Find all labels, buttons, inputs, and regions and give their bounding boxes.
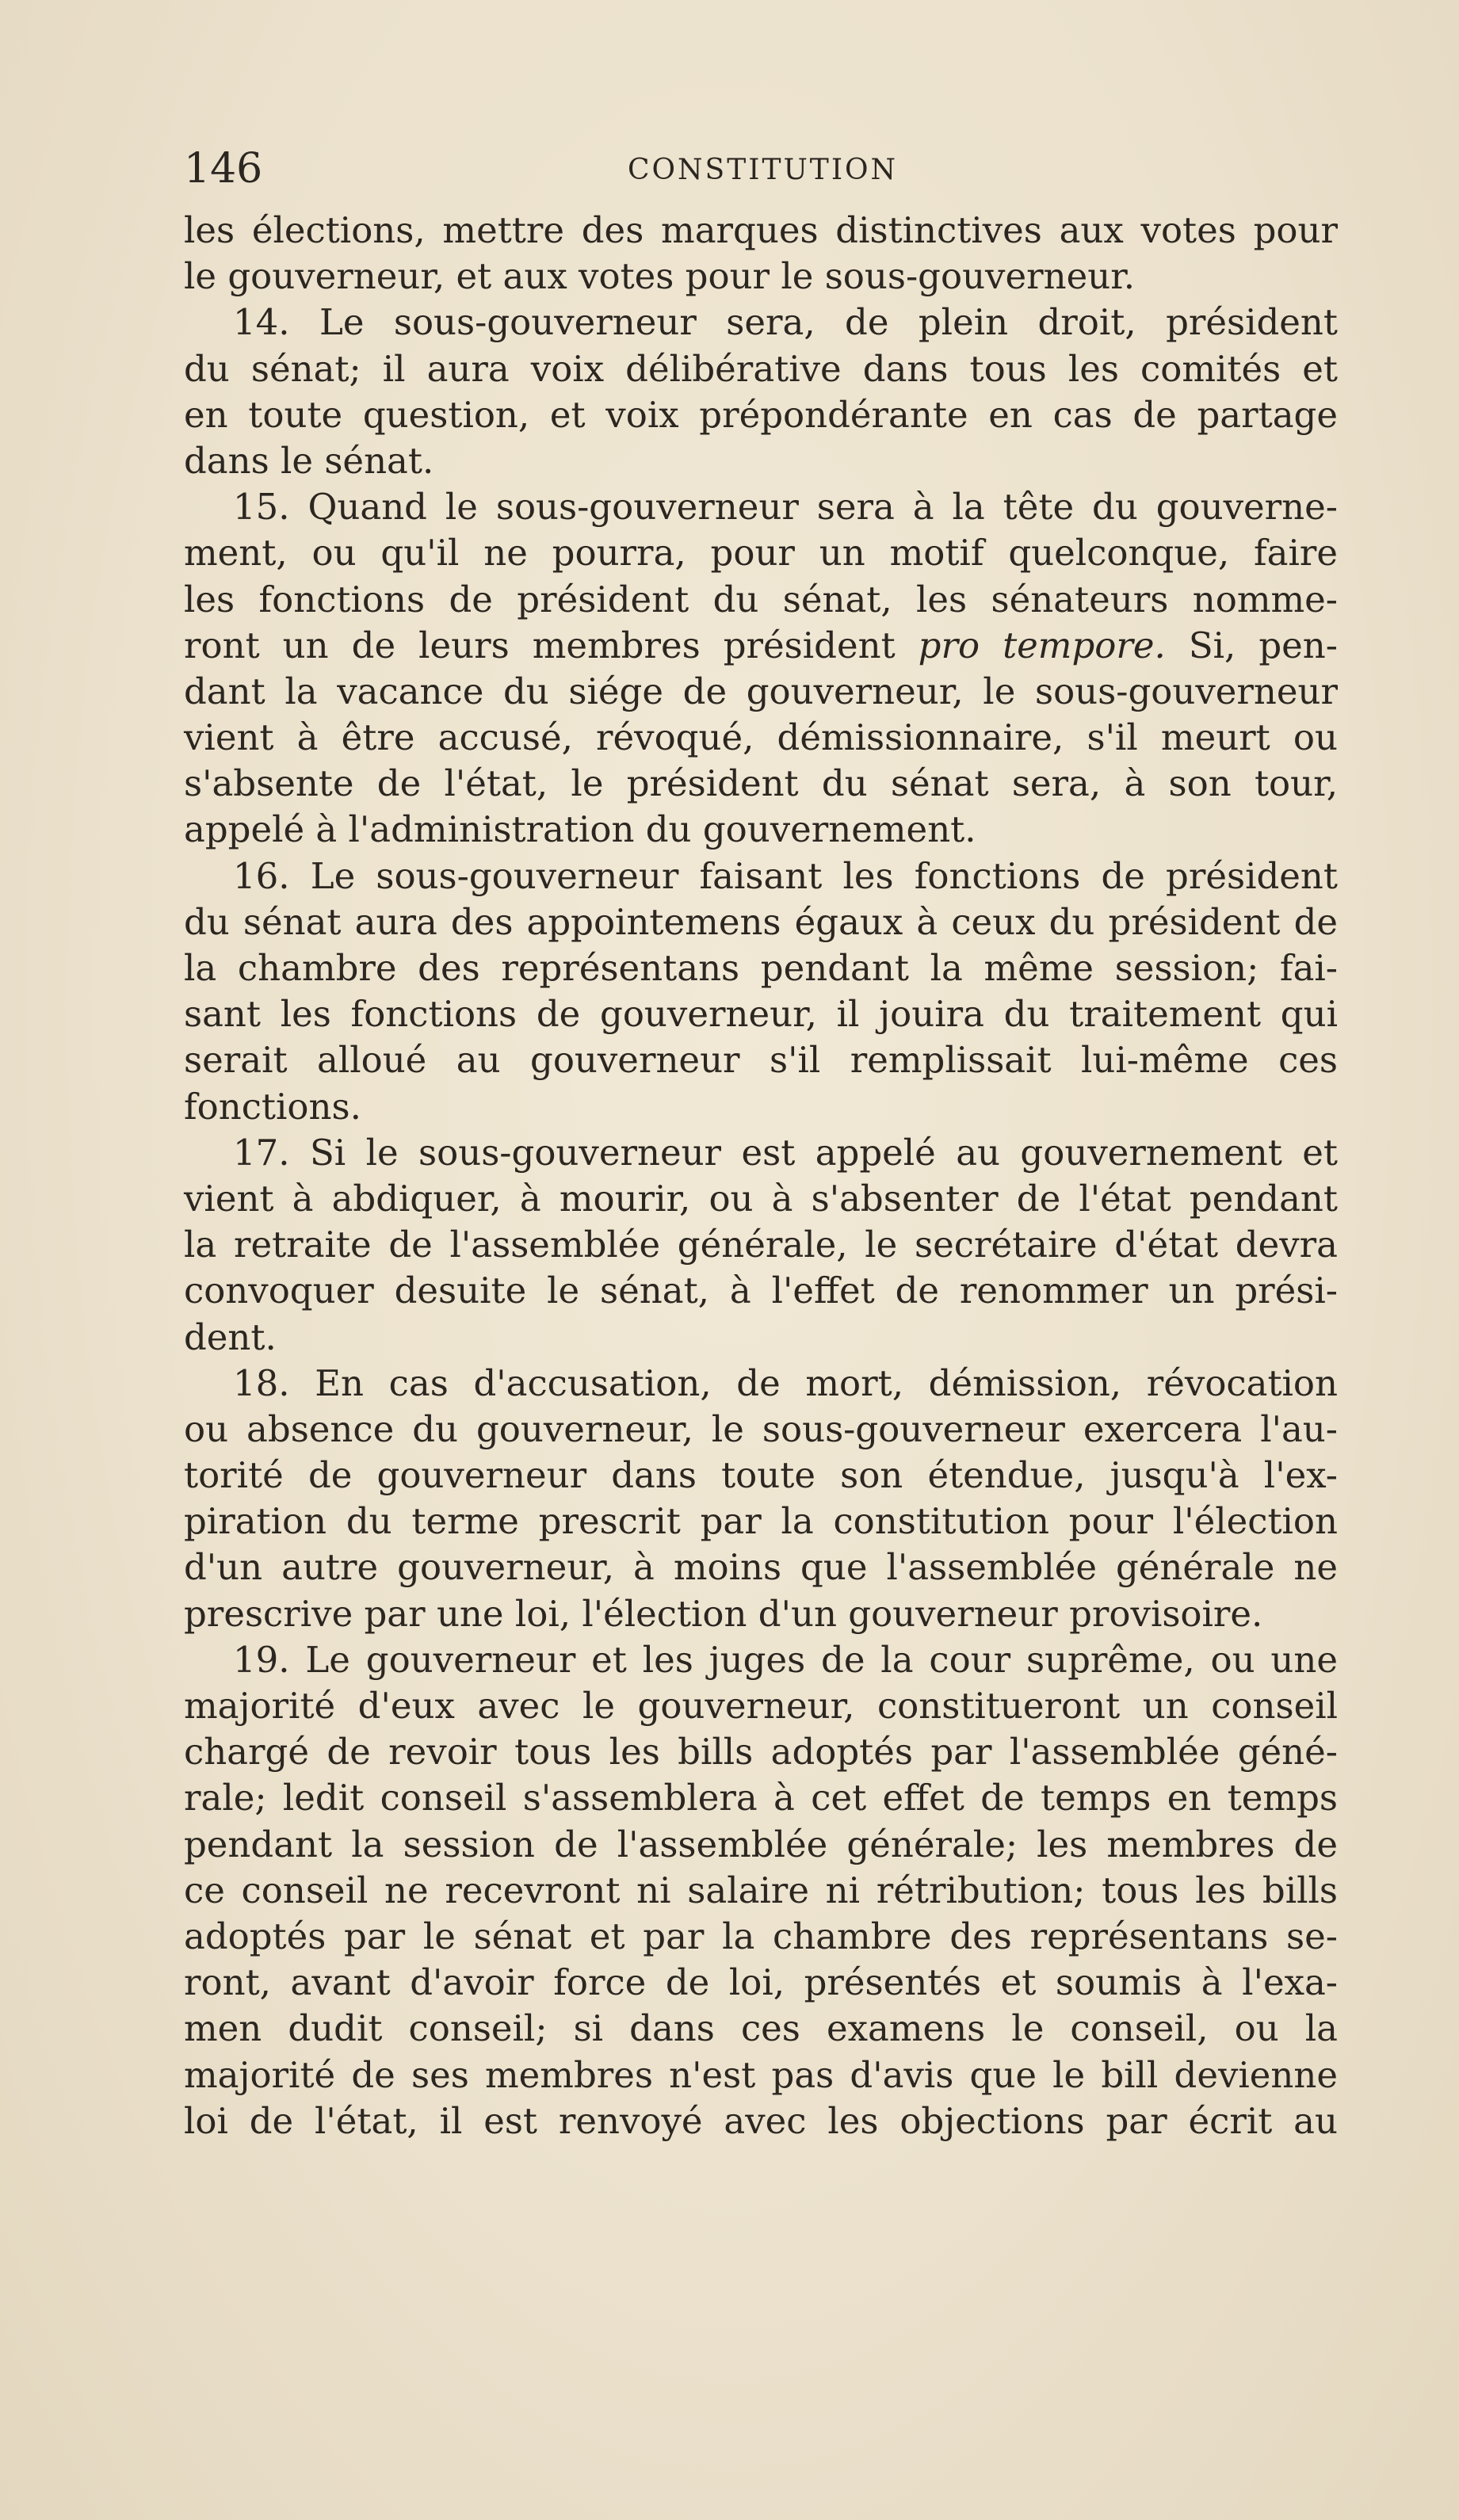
text-line xyxy=(184,991,1338,1037)
text-line xyxy=(184,1361,1338,1407)
text-line xyxy=(184,392,1338,438)
text-line xyxy=(184,2052,1338,2098)
text-line-content: vient à abdiquer, à mourir, ou à s'absenter de l'état pendant xyxy=(184,1177,1338,1220)
text-line xyxy=(184,1315,1338,1361)
text-line-content: dans le sénat. xyxy=(184,439,434,482)
text-line-content: men dudit conseil; si dans ces examens le conseil, ou la xyxy=(184,2007,1338,2050)
body-text xyxy=(184,208,1338,2144)
text-line xyxy=(184,623,1338,669)
text-line-content: sant les fonctions de gouverneur, il jouira du traitement qui xyxy=(184,993,1338,1036)
text-line xyxy=(184,577,1338,623)
text-line xyxy=(184,715,1338,761)
text-line-content: prescrive par une loi, l'élection d'un gouverneur provisoire. xyxy=(184,1592,1263,1635)
italic-phrase: pro tempore. xyxy=(918,624,1166,666)
text-line xyxy=(184,438,1338,484)
text-line-content: dant la vacance du siége de gouverneur, le sous-gouverneur xyxy=(184,670,1338,712)
text-line-content: appelé à l'administration du gouvernement. xyxy=(184,808,976,851)
text-line xyxy=(184,807,1338,853)
text-line-content: majorité de ses membres n'est pas d'avis que le bill devienne xyxy=(184,2053,1338,2096)
text-line-content: du sénat; il aura voix délibérative dans tous les comités et xyxy=(184,347,1338,390)
running-head: CONSTITUTION xyxy=(628,154,899,186)
text-line xyxy=(184,1729,1338,1775)
text-line-content: fonctions. xyxy=(184,1085,361,1128)
text-line xyxy=(184,1960,1338,2006)
text-line xyxy=(184,254,1338,300)
text-line xyxy=(184,346,1338,392)
text-line xyxy=(184,1591,1338,1637)
text-line xyxy=(184,1407,1338,1453)
text-line xyxy=(184,1037,1338,1083)
text-line xyxy=(184,1683,1338,1729)
text-line-content: 14. Le sous-gouverneur sera, de plein droit, président xyxy=(233,301,1338,344)
text-line xyxy=(184,761,1338,807)
text-line-content: piration du terme prescrit par la constitution pour l'élection xyxy=(184,1500,1338,1543)
text-line-content: chargé de revoir tous les bills adoptés par l'assemblée géné- xyxy=(184,1731,1338,1774)
text-line-content: les fonctions de président du sénat, les sénateurs nomme- xyxy=(184,578,1338,620)
text-line xyxy=(184,1176,1338,1222)
text-line-content: convoquer desuite le sénat, à l'effet de renommer un prési- xyxy=(184,1270,1338,1312)
text-line xyxy=(184,530,1338,576)
text-line-content: ront un de leurs membres président xyxy=(184,624,919,666)
text-line xyxy=(184,1822,1338,1868)
text-line-content: loi de l'état, il est renvoyé avec les objections par écrit au xyxy=(184,2099,1338,2142)
text-line xyxy=(184,853,1338,899)
text-line-content: majorité d'eux avec le gouverneur, constitueront un conseil xyxy=(184,1685,1338,1727)
text-line-content: le gouverneur, et aux votes pour le sous-gouverneur. xyxy=(184,255,1136,298)
text-line xyxy=(184,1868,1338,1914)
text-line xyxy=(184,2006,1338,2052)
text-line-content: pendant la session de l'assemblée générale; les membres de xyxy=(184,1823,1338,1865)
text-line xyxy=(184,945,1338,991)
text-line-content: adoptés par le sénat et par la chambre des représentans se- xyxy=(184,1915,1338,1957)
text-line-content: 17. Si le sous-gouverneur est appelé au gouvernement et xyxy=(233,1131,1338,1174)
text-line-content: ront, avant d'avoir force de loi, présentés et soumis à l'exa- xyxy=(184,1961,1338,2004)
text-line-content: rale; ledit conseil s'assemblera à cet effet de temps en temps xyxy=(184,1777,1338,1819)
text-line xyxy=(184,1914,1338,1960)
text-line xyxy=(184,2098,1338,2144)
text-line-content: torité de gouverneur dans toute son étendue, jusqu'à l'ex- xyxy=(184,1454,1338,1497)
text-line-content: s'absente de l'état, le président du sénat sera, à son tour, xyxy=(184,762,1338,805)
text-line xyxy=(184,1130,1338,1176)
text-line-content: vient à être accusé, révoqué, démissionnaire, s'il meurt ou xyxy=(184,716,1338,759)
text-line-content: la chambre des représentans pendant la même session; fai- xyxy=(184,947,1338,989)
text-line-content: 15. Quand le sous-gouverneur sera à la tête du gouverne- xyxy=(233,486,1338,529)
text-line-continuation: Si, pen- xyxy=(1165,624,1338,666)
text-line-content: ment, ou qu'il ne pourra, pour un motif quelconque, faire xyxy=(184,532,1338,575)
text-line xyxy=(184,1222,1338,1268)
text-line-content: ce conseil ne recevront ni salaire ni rétribution; tous les bills xyxy=(184,1869,1338,1911)
text-line xyxy=(184,1544,1338,1590)
text-line xyxy=(184,1453,1338,1499)
text-line xyxy=(184,899,1338,945)
text-line-content: en toute question, et voix prépondérante en cas de partage xyxy=(184,393,1338,436)
text-line xyxy=(184,1637,1338,1683)
text-line-content: les élections, mettre des marques distinctives aux votes pour xyxy=(184,209,1338,251)
text-line xyxy=(184,1084,1338,1130)
text-line-content: 16. Le sous-gouverneur faisant les fonctions de président xyxy=(233,854,1338,897)
text-line-content: serait alloué au gouverneur s'il remplissait lui-même ces xyxy=(184,1039,1338,1082)
text-line xyxy=(184,484,1338,530)
text-line xyxy=(184,208,1338,254)
text-line xyxy=(184,300,1338,346)
text-line xyxy=(184,1499,1338,1544)
page-header xyxy=(184,145,1333,193)
page-number: 146 xyxy=(184,145,263,193)
text-line-content: du sénat aura des appointemens égaux à ceux du président de xyxy=(184,900,1338,943)
text-line xyxy=(184,1775,1338,1821)
text-line-content: d'un autre gouverneur, à moins que l'assemblée générale ne xyxy=(184,1546,1338,1589)
text-line-content: la retraite de l'assemblée générale, le secrétaire d'état devra xyxy=(184,1224,1338,1266)
text-line xyxy=(184,669,1338,715)
text-line xyxy=(184,1268,1338,1314)
text-line-content: ou absence du gouverneur, le sous-gouverneur exercera l'au- xyxy=(184,1407,1338,1450)
text-line-content: dent. xyxy=(184,1315,277,1358)
text-line-content: 18. En cas d'accusation, de mort, démission, révocation xyxy=(233,1361,1338,1404)
text-line-content: 19. Le gouverneur et les juges de la cour suprême, ou une xyxy=(233,1638,1338,1681)
